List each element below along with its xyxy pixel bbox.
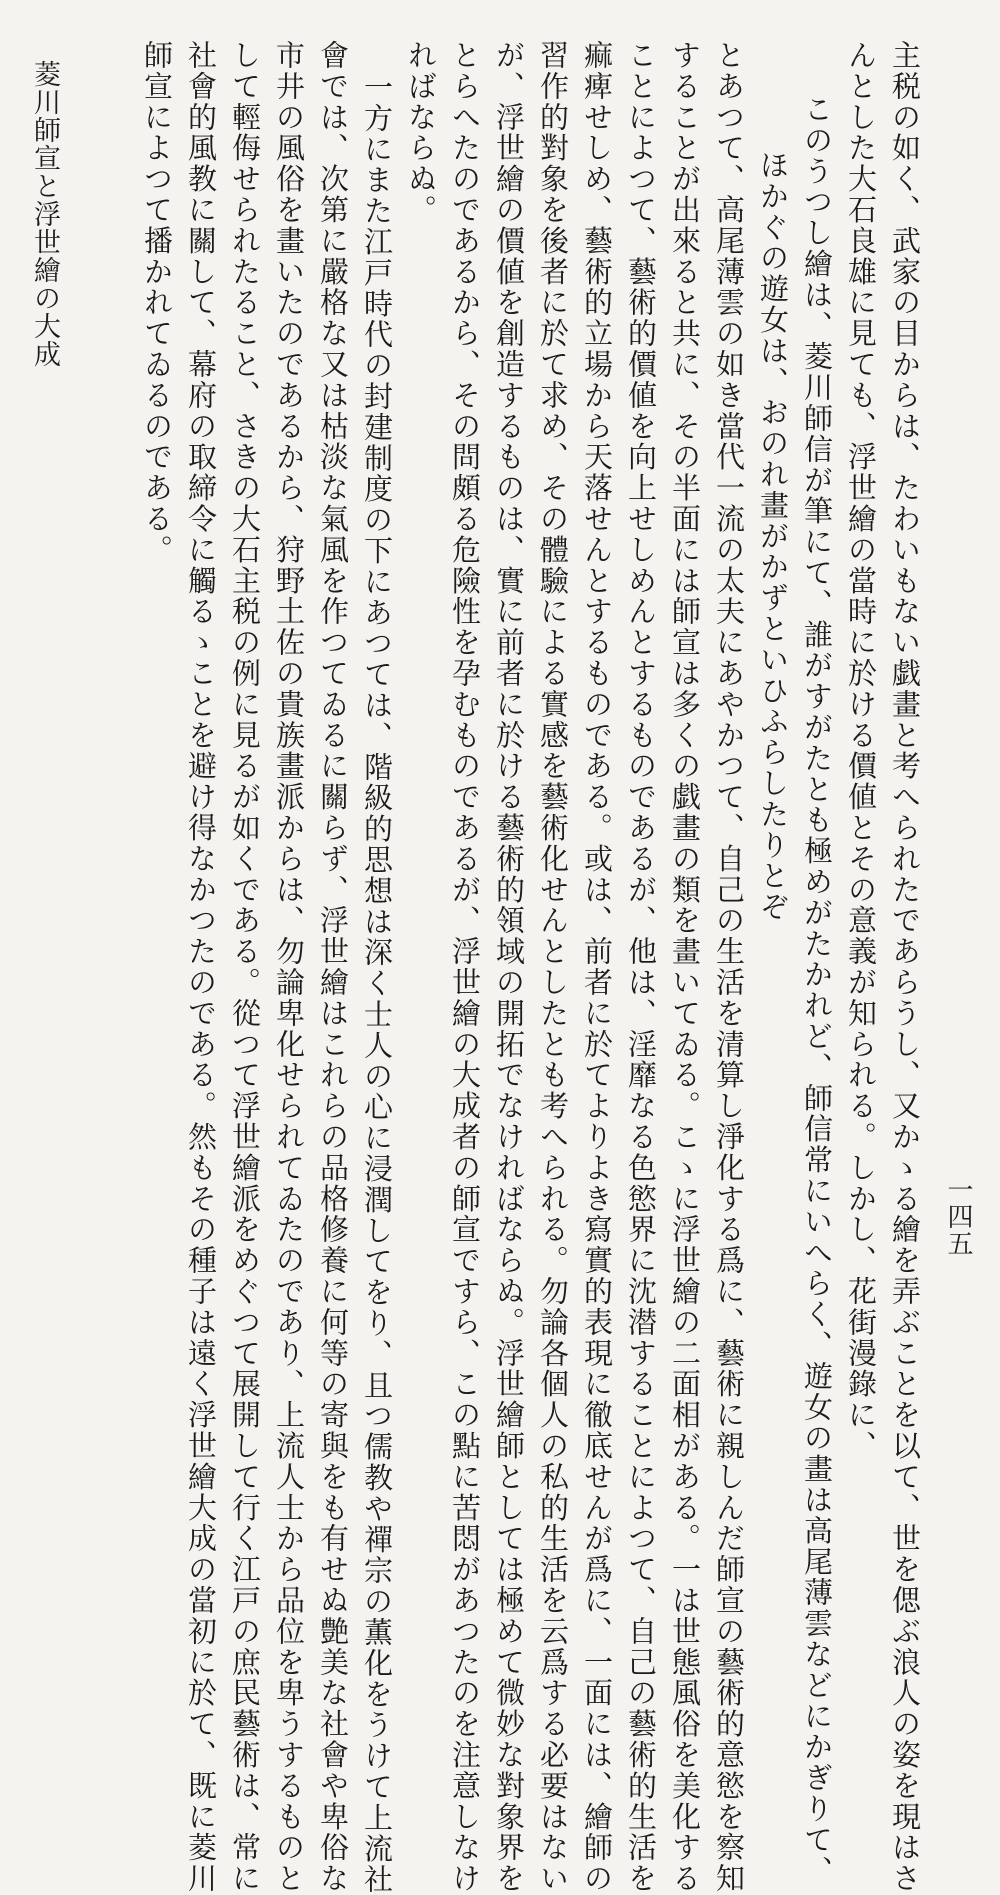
text-column: とらへたのであるから、その問頗る危險性を孕むものであるが、浮世繪の大成者の師宣ですら、この點に苦悶があつたのを注意しなけ: [448, 40, 482, 1894]
text-column: 師宣によつて播かれてゐるのである。: [140, 40, 174, 566]
text-column: 主税の如く、武家の目からは、たわいもない戯畫と考へられたであらうし、又かゝる繪を弄ぶことを以て、世を偲ぶ浪人の姿を現はさ: [888, 40, 922, 1895]
text-column: 一方にまた江戸時代の封建制度の下にあつては、階級的思想は深く士人の心に浸潤してをり、且つ儒教や禪宗の薫化をうけて上流社: [360, 72, 394, 1895]
text-column: とあつて、高尾薄雲の如き當代一流の太夫にあやかつて、自己の生活を清算し淨化する爲に、藝術に親しんだ師宣の藝術的意慾を察知: [712, 40, 746, 1894]
running-head: 菱川師宣と浮世繪の大成: [29, 60, 60, 368]
text-column: が、浮世繪の價値を創造するものは、實に前者に於ける藝術的領域の開拓でなければならぬ。浮世繪師としては極めて微妙な對象界を: [492, 40, 526, 1894]
quote-column: このうつし繪は、菱川師信が筆にて、誰がすがたとも極めがたかれど、師信常にいへらく、遊女の畫は高尾薄雲などにかぎりて、: [800, 94, 834, 1887]
text-column: して輕侮せられたること、さきの大石主税の例に見るが如くである。從つて浮世繪派をめぐつて展開して行く江戸の庶民藝術は、常に: [228, 40, 262, 1894]
page-number: 一四五: [943, 1176, 973, 1257]
text-column: 習作的對象を後者に於て求め、その體驗による實感を藝術化せんとしたとも考へられる。勿論各個人の私的生活を云爲する必要はない: [536, 40, 570, 1894]
text-column: 痲痺せしめ、藝術的立場から天落せんとするものである。或は、前者に於てよりよき寫實的表現に徹底せんが爲に、一面には、繪師の: [580, 40, 614, 1894]
text-column: 市井の風俗を畫いたのであるから、狩野土佐の貴族畫派からは、勿論卑化せられてゐたのであり、上流人士から品位を卑うするものと: [272, 40, 306, 1894]
text-column: 會では、次第に嚴格な又は枯淡な氣風を作つてゐるに關らず、浮世繪はこれらの品格修養に何等の寄與をも有せぬ艶美な社會や卑俗な: [316, 40, 350, 1894]
text-column: んとした大石良雄に見ても、浮世繪の當時に於ける價値とその意義が知られる。しかし、花街漫錄に、: [844, 40, 878, 1462]
text-column: ればならぬ。: [404, 40, 438, 226]
text-column: 社會的風教に關して、幕府の取締令に觸るゝことを避け得なかつたのである。然もその種子は遠く浮世繪大成の當初に於て、既に菱川: [184, 40, 218, 1895]
quote-column: ほかぐの遊女は、おのれ畫がかずといひふらしたりとぞ: [756, 150, 790, 923]
text-column: することが出來ると共に、その半面には師宣は多くの戯畫の類を畫いてゐる。こゝに浮世繪の二面相がある。一は世態風俗を美化する: [668, 40, 702, 1894]
text-column: ことによつて、藝術的價値を向上せしめんとするものであるが、他は、淫靡なる色慾界に沈潜することによつて、自己の藝術的生活を: [624, 40, 658, 1894]
